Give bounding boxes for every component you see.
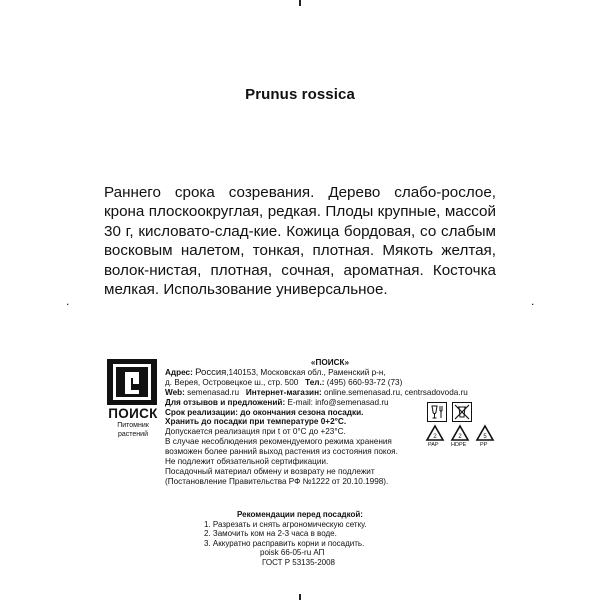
crop-dot-right: . — [531, 294, 535, 308]
address-text-1: ,140153, Московская обл., Раменский р-н, — [226, 367, 386, 377]
crop-dot-left: . — [66, 294, 70, 308]
storage-warning-2: возможен более ранний выход растения из состояния покоя. — [165, 447, 398, 457]
recommendations-title: Рекомендации перед посадкой: — [237, 510, 363, 519]
feedback-label: Для отзывов и предложений: — [165, 397, 286, 407]
return-note-1: Посадочный материал обмену и возврату не подлежит — [165, 466, 375, 476]
address-country: Россия — [195, 366, 227, 378]
brand-subtitle — [104, 422, 162, 439]
certification-note: Не подлежит обязательной сертификации. — [165, 457, 329, 467]
recycle-pap-icon — [425, 424, 445, 442]
brand-subtitle-line1: Питомник — [117, 422, 149, 429]
brand-subtitle-line2: растений — [118, 430, 148, 438]
web-line — [165, 388, 495, 398]
pp-label: PP — [480, 442, 488, 448]
glass-fork-icon — [427, 402, 447, 422]
phone-number: (495) 660-93-72 (73) — [326, 377, 403, 387]
variety-description: Раннего срока созревания. Дерево слабо-рослое, крона плоскоокруглая, редкая. Плоды крупные, массой 30 г, кисловато-слад-кие. Кожица бордовая, со слабым восковым налетом, тонкая, плотная. Мякоть желтая, волок-нистая, плотная, сочная, ароматная. Косточка мелкая. Использование универсальное. — [104, 184, 496, 299]
storage-temp: Хранить до посадки при температуре 0+2°С. — [165, 417, 347, 427]
shelf-life: Срок реализации: до окончания сезона посадки. — [165, 407, 364, 417]
return-note-2: (Постановление Правительства РФ №1222 от 20.10.1998). — [165, 476, 389, 486]
brand-name: ПОИСК — [108, 406, 158, 421]
crossed-bin-icon — [452, 402, 472, 422]
web-link[interactable]: semenasad.ru — [187, 387, 240, 397]
address-line-2 — [165, 378, 495, 388]
recommendation-step: 1. Разрезать и снять агрономическую сетку. — [204, 519, 367, 529]
recycle-pp-icon — [475, 424, 495, 442]
planting-recommendations — [190, 510, 410, 568]
address-label: Адрес: — [165, 367, 193, 377]
email-link[interactable]: E-mail: info@semenasad.ru — [287, 397, 389, 407]
allowed-temp: Допускается реализация при t от 0°С до +23°С. — [165, 427, 346, 437]
pap-label: PAP — [428, 442, 439, 448]
hdpe-label: HDPE — [451, 442, 467, 448]
svg-text:2: 2 — [433, 434, 437, 440]
address-text-2: д. Верея, Островецкое ш., стр. 500 — [165, 377, 299, 387]
recommendation-step: 3. Аккуратно расправить корни и посадить. — [204, 538, 365, 548]
gost-code: ГОСТ Р 53135-2008 — [262, 557, 335, 567]
crop-mark-top — [299, 0, 301, 6]
address-line-1 — [165, 368, 495, 378]
storage-warning-1: В случае несоблюдения рекомендуемого режима хранения — [165, 437, 392, 447]
shop-label: Интернет-магазин: — [245, 387, 322, 397]
recycle-hdpe-icon — [450, 424, 470, 442]
shop-link[interactable]: online.semenasad.ru, centrsadovoda.ru — [324, 387, 468, 397]
svg-text:5: 5 — [483, 434, 487, 440]
web-label: Web: — [165, 387, 185, 397]
packaging-symbols — [425, 402, 500, 448]
poisk-logo-icon — [106, 358, 158, 406]
phone-label: Тел.: — [305, 377, 325, 387]
recommendation-step: 2. Замочить ком на 2-3 часа в воде. — [204, 529, 337, 539]
variety-title: Prunus rossica — [245, 86, 355, 103]
crop-mark-bottom — [299, 594, 301, 600]
company-name: «ПОИСК» — [310, 358, 350, 367]
svg-text:2: 2 — [458, 434, 462, 440]
certification-code: poisk 66-05-ru АП — [260, 548, 325, 558]
